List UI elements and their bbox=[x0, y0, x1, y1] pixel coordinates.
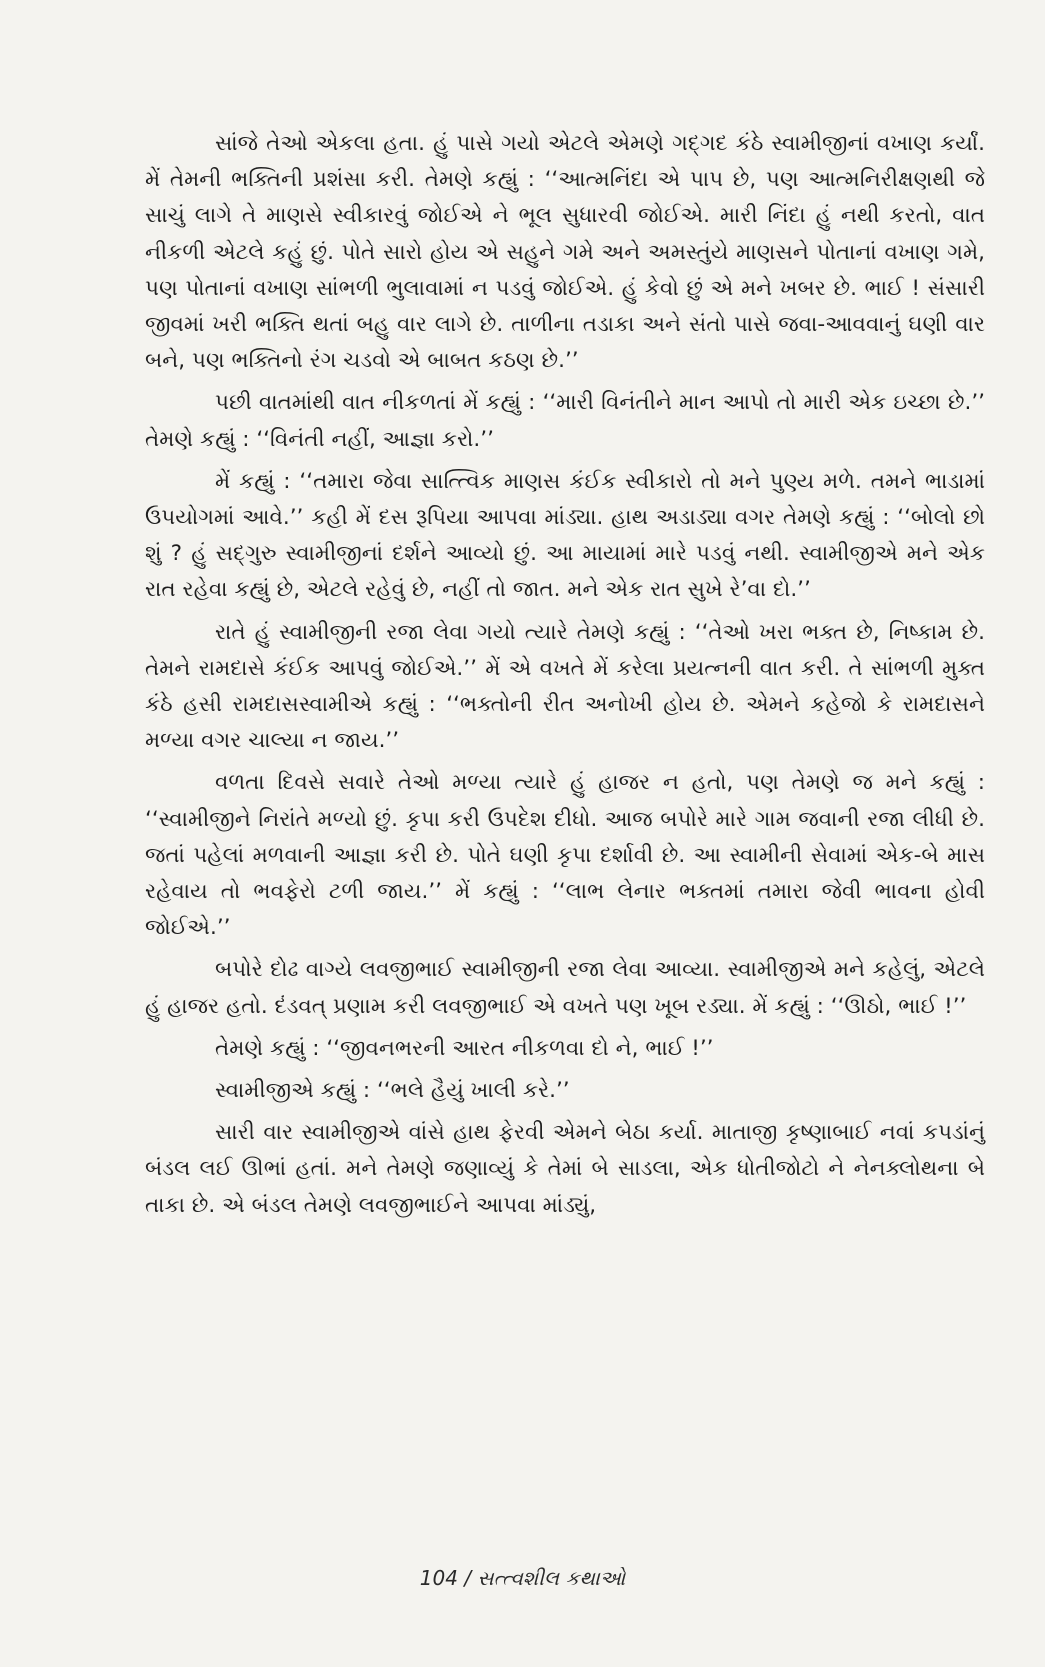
paragraph-1: સાંજે તેઓ એકલા હતા. હું પાસે ગયો એટલે એમણે ગદ્ગદ કંઠે સ્વામીજીનાં વખાણ કર્યાં. મેં તેમની ભક્તિની પ્રશંસા કરી. તેમણે કહ્યું : ‘‘આત્મનિંદા એ પાપ છે, પણ આત્મનિરીક્ષણથી જે સાચું લાગે તે માણસે સ્વીકારવું જોઈએ ને ભૂલ સુધારવી જોઈએ. મારી નિંદા હું નથી કરતો, વાત નીકળી એટલે કહું છું. પોતે સારો હોય એ સહુને ગમે અને અમસ્તુંયે માણસને પોતાનાં વખાણ ગમે, પણ પોતાનાં વખાણ સાંભળી ભુલાવામાં ન પડવું જોઈએ. હું કેવો છું એ મને ખબર છે. ભાઈ ! સંસારી જીવમાં ખરી ભક્તિ થતાં બહુ વાર લાગે છે. તાળીના તડાકા અને સંતો પાસે જવા-આવવાનું ઘણી વાર બને, પણ ભક્તિનો રંગ ચડવો એ બાબત કઠણ છે.’’ bbox=[145, 131, 985, 374]
paragraph-8: સ્વામીજીએ કહ્યું : ‘‘ભલે હૈયું ખાલી કરે.’’ bbox=[215, 1078, 570, 1104]
paragraph-6: બપોરે દોઢ વાગ્યે લવજીભાઈ સ્વામીજીની રજા લેવા આવ્યા. સ્વામીજીએ મને કહેલું, એટલે હું હાજર હતો. દંડવત્ પ્રણામ કરી લવજીભાઈ એ વખતે પણ ખૂબ રડ્યા. મેં કહ્યું : ‘‘ઊઠો, ભાઈ !’’ bbox=[145, 957, 985, 1019]
page-footer: 104 / સત્ત્વશીલ કથાઓ bbox=[419, 1566, 626, 1590]
body-text bbox=[145, 126, 985, 1230]
paragraph-5: વળતા દિવસે સવારે તેઓ મળ્યા ત્યારે હું હાજર ન હતો, પણ તેમણે જ મને કહ્યું : ‘‘સ્વામીજીને નિરાંતે મળ્યો છું. કૃપા કરી ઉપદેશ દીધો. આજ બપોરે મારે ગામ જવાની રજા લીધી છે. જતાં પહેલાં મળવાની આજ્ઞા કરી છે. પોતે ઘણી કૃપા દર્શાવી છે. આ સ્વામીની સેવામાં એક-બે માસ રહેવાય તો ભવફેરો ટળી જાય.’’ મેં કહ્યું : ‘‘લાભ લેનાર ભક્તમાં તમારા જેવી ભાવના હોવી જોઈએ.’’ bbox=[145, 770, 985, 941]
paragraph-2: પછી વાતમાંથી વાત નીકળતાં મેં કહ્યું : ‘‘મારી વિનંતીને માન આપો તો મારી એક ઇચ્છા છે.’’ તેમણે કહ્યું : ‘‘વિનંતી નહીં, આજ્ઞા કરો.’’ bbox=[145, 390, 985, 452]
paragraph-7: તેમણે કહ્યું : ‘‘જીવનભરની આરત નીકળવા દો ને, ભાઈ !’’ bbox=[215, 1035, 714, 1061]
paragraph-9: સારી વાર સ્વામીજીએ વાંસે હાથ ફેરવી એમને બેઠા કર્યા. માતાજી કૃષ્ણાબાઈ નવાં કપડાંનું બંડલ લઈ ઊભાં હતાં. મને તેમણે જણાવ્યું કે તેમાં બે સાડલા, એક ધોતીજોટો ને નેનક્લોથના બે તાકા છે. એ બંડલ તેમણે લવજીભાઈને આપવા માંડ્યું, bbox=[145, 1120, 985, 1218]
paragraph-4: રાતે હું સ્વામીજીની રજા લેવા ગયો ત્યારે તેમણે કહ્યું : ‘‘તેઓ ખરા ભક્ત છે, નિષ્કામ છે. તેમને રામદાસે કંઈક આપવું જોઈએ.’’ મેં એ વખતે મેં કરેલા પ્રયત્નની વાત કરી. તે સાંભળી મુક્ત કંઠે હસી રામદાસસ્વામીએ કહ્યું : ‘‘ભક્તોની રીત અનોખી હોય છે. એમને કહેજો કે રામદાસને મળ્યા વગર ચાલ્યા ન જાય.’’ bbox=[145, 619, 985, 754]
paragraph-3: મેં કહ્યું : ‘‘તમારા જેવા સાત્ત્વિક માણસ કંઈક સ્વીકારો તો મને પુણ્ય મળે. તમને ભાડામાં ઉપયોગમાં આવે.’’ કહી મેં દસ રૂપિયા આપવા માંડ્યા. હાથ અડાડ્યા વગર તેમણે કહ્યું : ‘‘બોલો છો શું ? હું સદ્ગુરુ સ્વામીજીનાં દર્શને આવ્યો છું. આ માયામાં મારે પડવું નથી. સ્વામીજીએ મને એક રાત રહેવા કહ્યું છે, એટલે રહેવું છે, નહીં તો જાત. મને એક રાત સુખે રે’વા દો.’’ bbox=[145, 468, 985, 603]
